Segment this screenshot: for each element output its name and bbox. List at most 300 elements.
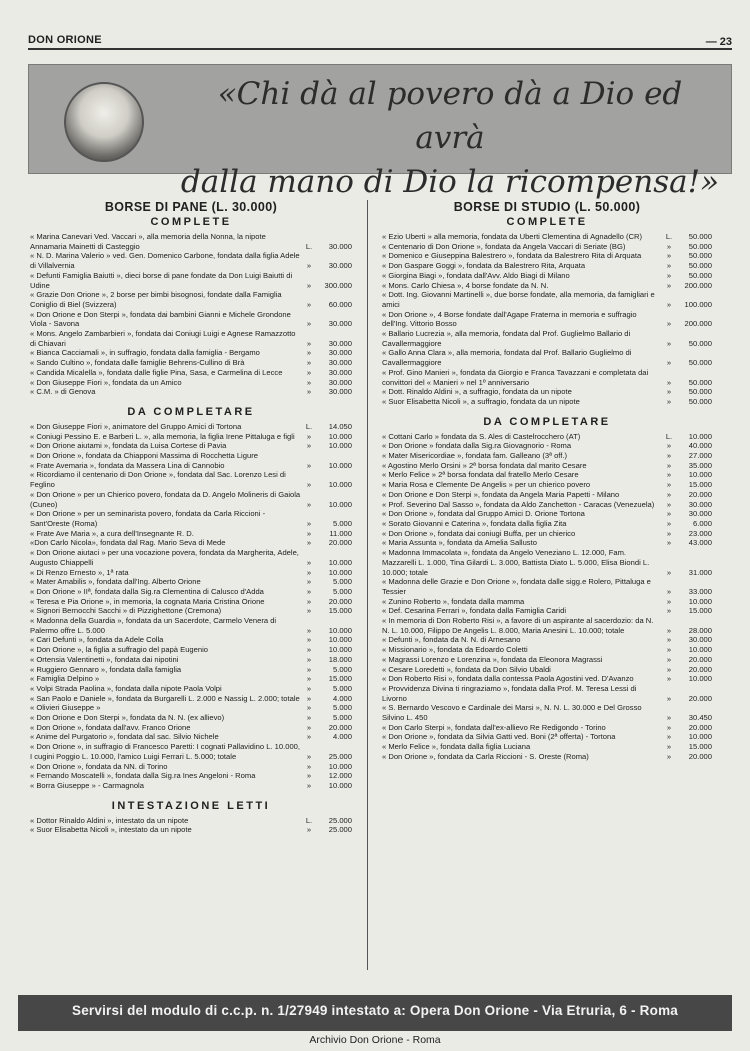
entry-text: « Prof. Gino Manieri », fondata da Giorgio e Franca Tavazzani e completata dai convittori del « Manieri » nel 1º anniversario: [382, 367, 649, 387]
entry-currency: »: [306, 654, 312, 664]
entry-amount: 14.050: [328, 421, 352, 431]
portrait-photo: [64, 82, 144, 162]
entry-amount: 50.000: [688, 396, 712, 406]
entry-amount: 10.000: [328, 480, 352, 490]
beds-heading: INTESTAZIONE LETTI: [111, 799, 271, 812]
entry-amount: 30.000: [688, 509, 712, 519]
entry-row: [382, 548, 712, 577]
entry-amount: 5.000: [332, 664, 352, 674]
entry-text: « Mons. Carlo Chiesa », 4 borse fondate da N. N.: [382, 280, 549, 290]
entry-currency: »: [306, 338, 312, 348]
entry-currency: »: [666, 299, 672, 309]
study-incomplete-heading: DA COMPLETARE: [483, 415, 611, 428]
entry-currency: »: [306, 683, 312, 693]
entry-row: [30, 251, 352, 270]
entry-amount: 30.000: [688, 635, 712, 645]
entry-row: [30, 825, 352, 835]
entry-amount: 30.000: [328, 387, 352, 397]
entry-row: [30, 577, 352, 587]
entry-text: « Defunti Famiglia Baiutti », dieci borse di pane fondate da Don Luigi Baiutti di Udine: [30, 270, 293, 290]
study-column: [382, 200, 712, 762]
entry-row: [30, 723, 352, 733]
entry-row: [382, 451, 712, 461]
entry-amount: 10.000: [328, 761, 352, 771]
entry-row: [382, 290, 712, 309]
entry-amount: 20.000: [328, 722, 352, 732]
entry-row: [382, 329, 712, 348]
archive-caption: Archivio Don Orione - Roma: [309, 1034, 441, 1046]
entry-text: « Don Orione », 4 Borse fondate dall'Agape Fraterna in memoria e suffragio dell'Ing. Vittorio Bosso: [382, 309, 637, 329]
entry-row: [382, 490, 712, 500]
entry-amount: 43.000: [688, 538, 712, 548]
entry-text: « Don Orione e Don Sterpi », fondata da N. N. (ex allievo): [30, 713, 225, 723]
entry-text: « Dott. Rinaldo Aldini », a suffragio, fondata da un nipote: [382, 387, 572, 397]
entry-currency: »: [666, 586, 672, 596]
entry-currency: »: [666, 732, 672, 742]
entry-row: [382, 470, 712, 480]
entry-amount: 40.000: [688, 441, 712, 451]
entry-row: [382, 261, 712, 271]
entry-currency: »: [666, 251, 672, 261]
entry-row: [382, 703, 712, 722]
entry-amount: 50.000: [688, 261, 712, 271]
entry-text: « Frate Ave Maria », a cura dell'Insegnante R. D.: [30, 528, 194, 538]
entry-row: [30, 713, 352, 723]
entry-amount: 10.000: [688, 674, 712, 684]
entry-currency: »: [306, 825, 312, 835]
entry-row: [382, 723, 712, 733]
entry-currency: »: [306, 780, 312, 790]
entry-currency: »: [306, 528, 312, 538]
entry-currency: »: [666, 499, 672, 509]
entry-currency: »: [306, 596, 312, 606]
entry-text: « Giorgina Biagi », fondata dall'Avv. Aldo Biagi di Milano: [382, 270, 570, 280]
entry-amount: 10.000: [688, 596, 712, 606]
entry-amount: 200.000: [684, 319, 712, 329]
entry-text: « S. Bernardo Vescovo e Cardinale dei Marsi », N. N. L. 30.000 e Del Grosso Silvino L. 450: [382, 703, 642, 723]
entry-row: [382, 242, 712, 252]
entry-text: « Madonna delle Grazie e Don Orione », fondata dalle sigg.e Rolero, Pittaluga e Tessier: [382, 577, 651, 596]
entry-text: « Don Orione », fondata da Carla Riccioni - S. Oreste (Roma): [382, 751, 589, 761]
entry-text: « Grazie Don Orione », 2 borse per bimbi bisognosi, fondate dalla Famiglia Coniglio di Biel (Svizzera): [30, 290, 282, 309]
entry-text: « C.M. » di Genova: [30, 387, 96, 397]
entry-currency: »: [666, 241, 672, 251]
entry-currency: »: [666, 261, 672, 271]
entry-text: « In memoria di Don Roberto Risi », a favore di un aspirante al sacerdozio: da N. N. L. 10.000, Filippo De Angelis L. 8.000, Maria Anesini L. 10.000; totale: [382, 616, 654, 635]
entry-amount: 4.000: [332, 732, 352, 742]
entry-text: « Don Orione », fondata dai coniugi Buffa, per un chierico: [382, 528, 576, 538]
entry-text: « Don Orione e Don Sterpi », fondata dai bambini Gianni e Michele Grondone Viola - Savona: [30, 309, 291, 329]
entry-amount: 30.000: [328, 358, 352, 368]
entry-text: « Prof. Severino Dal Sasso », fondata da Aldo Zanchetton - Caracas (Venezuela): [382, 499, 655, 509]
entry-amount: 18.000: [328, 654, 352, 664]
entry-amount: 10.000: [328, 625, 352, 635]
entry-amount: 10.000: [328, 645, 352, 655]
entry-row: [382, 368, 712, 387]
entry-amount: 200.000: [684, 280, 712, 290]
entry-currency: »: [666, 538, 672, 548]
entry-currency: »: [666, 441, 672, 451]
entry-amount: 5.000: [332, 518, 352, 528]
entry-text: « Don Orione », fondata dal Gruppo Amici D. Orione Tortona: [382, 509, 585, 519]
entry-text: « Magrassi Lorenzo e Lorenzina », fondata da Eleonora Magrassi: [382, 654, 603, 664]
entry-text: « N. D. Marina Valerio » ved. Gen. Domenico Carbone, fondata dalla figlia Adele di Villalvernia: [30, 251, 300, 271]
entry-currency: »: [306, 722, 312, 732]
entry-amount: 30.000: [328, 319, 352, 329]
study-incomplete-list: [382, 432, 712, 762]
entry-amount: 10.000: [328, 557, 352, 567]
entry-currency: L.: [305, 241, 313, 251]
entry-text: « Marina Canevari Ved. Vaccari », alla memoria della Nonna, la nipote Annamaria Mainetti di Casteggio: [30, 232, 266, 251]
entry-row: [30, 655, 352, 665]
entry-amount: 15.000: [328, 674, 352, 684]
entry-currency: »: [306, 732, 312, 742]
entry-text: « Ricordiamo il centenario di Don Orione », fondata dal Sac. Lorenzo Lesi di Feglino: [30, 470, 286, 490]
entry-row: [382, 674, 712, 684]
entry-text: « Merlo Felice » 2ª borsa fondata dal fratello Merlo Cesare: [382, 470, 579, 480]
entry-currency: »: [666, 509, 672, 519]
entry-currency: »: [666, 377, 672, 387]
entry-amount: 100.000: [684, 299, 712, 309]
entry-amount: 27.000: [688, 451, 712, 461]
entry-text: « Maria Assunta », fondata da Amelia Sallusto: [382, 538, 537, 548]
entry-currency: »: [666, 635, 672, 645]
entry-row: [30, 538, 352, 548]
entry-currency: »: [666, 693, 672, 703]
entry-row: [30, 461, 352, 471]
entry-currency: »: [306, 771, 312, 781]
entry-currency: »: [306, 348, 312, 358]
entry-currency: »: [306, 761, 312, 771]
entry-currency: »: [306, 751, 312, 761]
entry-text: « Merlo Felice », fondata dalla figlia Luciana: [382, 742, 531, 752]
footer-bar: [18, 995, 732, 1031]
entry-row: [382, 752, 712, 762]
entry-row: [382, 480, 712, 490]
entry-amount: 30.000: [328, 377, 352, 387]
entry-text: « Don Orione e Don Sterpi », fondata da Angela Maria Papetti - Milano: [382, 489, 620, 499]
entry-amount: 15.000: [328, 606, 352, 616]
entry-amount: 20.000: [688, 693, 712, 703]
entry-row: [30, 387, 352, 397]
entry-row: [30, 441, 352, 451]
banner-quote: [180, 72, 720, 204]
entry-currency: L.: [305, 421, 313, 431]
entry-text: « Don Roberto Risi », fondata dalla contessa Paola Agostini ved. D'Avanzo: [382, 674, 634, 684]
entry-row: [30, 762, 352, 772]
entry-currency: »: [666, 460, 672, 470]
entry-text: « Defunti », fondata da N. N. di Arnesano: [382, 635, 521, 645]
entry-text: « Mater Amabilis », fondata dall'Ing. Alberto Orione: [30, 577, 201, 587]
entry-amount: 5.000: [332, 713, 352, 723]
entry-text: « Madonna Immacolata », fondata da Angelo Veneziano L. 12.000, Fam. Mazzarelli L. 1.000, Tina Gilardi L. 3.000, Battista Diato L. 5.000, Elisa Biondi L. 10.000; totale: [382, 548, 650, 577]
bread-complete-list: [30, 232, 352, 397]
entry-text: « Borra Giuseppe » - Carmagnola: [30, 780, 144, 790]
entry-text: « Don Orione » IIª, fondata dalla Sig.ra Clementina di Calusco d'Adda: [30, 586, 264, 596]
entry-amount: 4.000: [332, 693, 352, 703]
entry-currency: »: [306, 606, 312, 616]
entry-text: « Don Orione aiutami », fondata da Luisa Cortese di Pavia: [30, 441, 227, 451]
entry-currency: »: [666, 470, 672, 480]
magazine-title: DON ORIONE: [28, 34, 102, 46]
entry-currency: »: [306, 518, 312, 528]
entry-row: [30, 509, 352, 528]
entry-row: [382, 432, 712, 442]
entry-text: « Cari Defunti », fondata da Adele Colla: [30, 635, 164, 645]
entry-row: [30, 665, 352, 675]
entry-row: [30, 732, 352, 742]
entry-amount: 30.000: [688, 499, 712, 509]
entry-amount: 25.000: [328, 815, 352, 825]
entry-currency: L.: [665, 232, 673, 241]
entry-row: [382, 616, 712, 635]
entry-amount: 30.000: [328, 261, 352, 271]
entry-currency: »: [306, 460, 312, 470]
entry-amount: 50.000: [688, 387, 712, 397]
entry-currency: »: [666, 664, 672, 674]
entry-amount: 28.000: [688, 625, 712, 635]
entry-currency: »: [666, 751, 672, 761]
entry-currency: »: [306, 713, 312, 723]
entry-amount: 25.000: [328, 825, 352, 835]
entry-row: [30, 490, 352, 509]
entry-amount: 30.000: [328, 338, 352, 348]
entry-text: « Don Orione », fondata da Silvia Gatti ved. Boni (2ª offerta) - Tortona: [382, 732, 616, 742]
entry-amount: 50.000: [688, 377, 712, 387]
entry-currency: »: [306, 441, 312, 451]
entry-row: [30, 451, 352, 461]
bread-incomplete-list: [30, 422, 352, 791]
entry-text: « Sorato Giovanni e Caterina », fondata dalla figlia Zita: [382, 518, 567, 528]
page-header: [28, 30, 732, 50]
entry-row: [30, 548, 352, 567]
entry-row: [382, 538, 712, 548]
entry-currency: »: [306, 367, 312, 377]
entry-currency: »: [306, 674, 312, 684]
entry-amount: 300.000: [324, 280, 352, 290]
entry-amount: 20.000: [688, 664, 712, 674]
entry-amount: 50.000: [688, 358, 712, 368]
entry-amount: 12.000: [328, 771, 352, 781]
study-complete-list: [382, 232, 712, 407]
entry-text: « Domenico e Giuseppina Balestrero », fondata da Balestrero Rita di Arquata: [382, 251, 642, 261]
entry-amount: 10.000: [328, 431, 352, 441]
entry-text: « Frate Avemaria », fondata da Massera Lina di Cannobio: [30, 460, 225, 470]
entry-row: [30, 684, 352, 694]
entry-row: [382, 509, 712, 519]
entry-row: [382, 519, 712, 529]
entry-row: [30, 290, 352, 309]
entry-text: « Don Giuseppe Fiori », animatore del Gruppo Amici di Tortona: [30, 421, 242, 431]
entry-amount: 10.000: [688, 431, 712, 441]
entry-row: [30, 635, 352, 645]
entry-amount: 35.000: [688, 460, 712, 470]
entry-currency: »: [666, 319, 672, 329]
entry-text: « Don Orione », fondata da NN. di Torino: [30, 761, 168, 771]
entry-text: « Maria Rosa e Clemente De Angelis » per un chierico povero: [382, 480, 591, 490]
entry-text: « Fernando Moscatelli », fondata dalla Sig.ra Ines Angeloni - Roma: [30, 771, 256, 781]
entry-text: « Dottor Rinaldo Aldini », intestato da un nipote: [30, 815, 189, 825]
entry-text: « Ruggiero Gennaro », fondata dalla famiglia: [30, 664, 182, 674]
entry-currency: »: [306, 645, 312, 655]
entry-text: « Ortensia Valentinetti », fondata dai nipotini: [30, 654, 179, 664]
entry-row: [30, 329, 352, 348]
entry-amount: 5.000: [332, 683, 352, 693]
entry-row: [382, 655, 712, 665]
entry-currency: »: [306, 664, 312, 674]
entry-amount: 10.000: [328, 635, 352, 645]
entry-text: « Zunino Roberto », fondata dalla mamma: [382, 596, 525, 606]
entry-amount: 25.000: [328, 751, 352, 761]
entry-currency: »: [666, 480, 672, 490]
entry-text: « Don Carlo Sterpi », fondata dall'ex-allievo Re Redigondo - Torino: [382, 722, 606, 732]
entry-text: « Suor Elisabetta Nicoli », intestato da un nipote: [30, 825, 192, 835]
entry-row: [30, 703, 352, 713]
entry-currency: »: [666, 270, 672, 280]
entry-row: [30, 232, 352, 251]
entry-text: « Centenario di Don Orione », fondata da Angela Vaccari di Seriate (BG): [382, 241, 626, 251]
entry-row: [382, 684, 712, 703]
entry-amount: 50.000: [688, 232, 712, 241]
entry-currency: »: [666, 567, 672, 577]
entry-amount: 20.000: [688, 751, 712, 761]
entry-currency: »: [306, 319, 312, 329]
entry-amount: 20.000: [328, 596, 352, 606]
entry-currency: »: [306, 557, 312, 567]
footer-text: Servirsi del modulo di c.c.p. n. 1/27949 intestato a: Opera Don Orione - Via Etruria, 6 - Roma: [72, 1003, 678, 1018]
entry-row: [382, 597, 712, 607]
entry-amount: 23.000: [688, 528, 712, 538]
entry-row: [30, 432, 352, 442]
entry-text: « Cesare Loredetti », fondata da Don Silvio Ubaldi: [382, 664, 551, 674]
entry-amount: 5.000: [332, 703, 352, 713]
entry-text: « Madonna della Guardia », fondata da un Sacerdote, Carmelo Venera di Palermo offre L. 5.000: [30, 616, 277, 635]
bread-complete-heading: COMPLETE: [150, 216, 232, 228]
entry-currency: »: [306, 567, 312, 577]
entry-row: [30, 597, 352, 607]
entry-row: [30, 606, 352, 616]
entry-currency: »: [306, 538, 312, 548]
entry-row: [30, 378, 352, 388]
entry-currency: »: [306, 358, 312, 368]
entry-amount: 33.000: [688, 586, 712, 596]
entry-text: « Sando Cultino », fondata dalle famiglie Behrens-Cullino di Brà: [30, 358, 245, 368]
entry-row: [382, 348, 712, 367]
entry-row: [30, 781, 352, 791]
entry-text: « Don Orione » per un Chierico povero, fondata da D. Angelo Molineris di Gaiola (Cuneo): [30, 489, 301, 509]
entry-text: « Suor Elisabetta Nicoli », a suffragio, fondata da un nipote: [382, 396, 580, 406]
entry-text: « Coniugi Pessino E. e Barberi L. », alla memoria, la figlia Irene Pittaluga e figli: [30, 431, 295, 441]
entry-currency: »: [666, 742, 672, 752]
entry-amount: 15.000: [688, 480, 712, 490]
entry-currency: »: [666, 280, 672, 290]
quote-line-1: «Chi dà al povero dà a Dio ed avrà: [217, 76, 683, 156]
entry-row: [382, 665, 712, 675]
entry-currency: »: [666, 451, 672, 461]
entry-currency: »: [306, 387, 312, 397]
entry-row: [30, 529, 352, 539]
entry-amount: 15.000: [688, 742, 712, 752]
entry-text: « Signori Bernocchi Sacchi » di Pizzighettone (Cremona): [30, 606, 222, 616]
bread-incomplete-heading: DA COMPLETARE: [127, 405, 255, 418]
entry-text: « Gallo Anna Clara », alla memoria, fondata dal Prof. Ballario Guglielmo di Cavallermaggiore: [382, 348, 632, 368]
entry-row: [30, 674, 352, 684]
entry-amount: 10.000: [688, 470, 712, 480]
entry-amount: 60.000: [328, 299, 352, 309]
entry-currency: »: [666, 713, 672, 723]
entry-amount: 10.000: [328, 780, 352, 790]
entry-currency: »: [306, 431, 312, 441]
entry-amount: 30.000: [328, 367, 352, 377]
entry-row: [30, 368, 352, 378]
entry-text: « Don Orione » per un seminarista povero, fondata da Carla Riccioni - Sant'Oreste (Roma): [30, 509, 266, 528]
entry-row: [382, 251, 712, 261]
entry-text: « San Paolo e Daniele », fondata da Burgarelli L. 2.000 e Nassig L. 2.000; totale: [30, 693, 300, 703]
entry-row: [30, 694, 352, 704]
entry-row: [382, 232, 712, 242]
entry-amount: 50.000: [688, 338, 712, 348]
entry-currency: »: [666, 722, 672, 732]
entry-text: « Ezio Uberti » alla memoria, fondata da Uberti Clementina di Agnadello (CR): [382, 232, 643, 241]
entry-text: « Provvidenza Divina ti ringraziamo », fondata dalla Prof. M. Teresa Lessi di Livorno: [382, 683, 637, 703]
entry-row: [382, 606, 712, 616]
entry-amount: 10.000: [328, 441, 352, 451]
entry-row: [30, 771, 352, 781]
entry-amount: 10.000: [688, 645, 712, 655]
entry-text: « Dott. Ing. Giovanni Martinelli », due borse fondate, alla memoria, da famigliari e amici: [382, 290, 655, 309]
entry-row: [30, 587, 352, 597]
entry-text: « Volpi Strada Paolina », fondata dalla nipote Paola Volpi: [30, 683, 222, 693]
bread-column: [30, 200, 352, 835]
entry-text: « Famiglia Delpino »: [30, 674, 100, 684]
entry-currency: »: [666, 387, 672, 397]
entry-currency: »: [666, 528, 672, 538]
entry-currency: »: [306, 480, 312, 490]
entry-currency: »: [306, 299, 312, 309]
page-number: — 23: [705, 36, 732, 48]
study-title: BORSE DI STUDIO (L. 50.000): [453, 200, 641, 214]
entry-row: [382, 441, 712, 451]
entry-currency: L.: [665, 431, 673, 441]
entry-text: « Cottani Carlo » fondata da S. Ales di Castelrocchero (AT): [382, 431, 581, 441]
entry-currency: »: [666, 674, 672, 684]
entry-currency: L.: [305, 815, 313, 825]
entry-text: « Don Orione aiutaci » per una vocazione povera, fondata da Margherita, Adele, Augusto Chiappelli: [30, 548, 299, 567]
entry-row: [382, 529, 712, 539]
entry-currency: »: [666, 625, 672, 635]
entry-text: « Don Orione » fondata dalla Sig.ra Giovagnorio - Roma: [382, 441, 572, 451]
entry-row: [30, 742, 352, 761]
entry-amount: 30.450: [688, 713, 712, 723]
entry-amount: 31.000: [688, 567, 712, 577]
entry-text: « Mater Misericordiae », fondata fam. Galleano (3ª off.): [382, 451, 568, 461]
entry-row: [30, 422, 352, 432]
entry-row: [30, 816, 352, 826]
beds-list: [30, 816, 352, 835]
entry-amount: 10.000: [688, 732, 712, 742]
entry-text: « Don Orione », la figlia a suffragio del papà Eugenio: [30, 645, 209, 655]
entry-currency: »: [306, 261, 312, 271]
entry-amount: 15.000: [688, 606, 712, 616]
entry-amount: 50.000: [688, 251, 712, 261]
entry-row: [382, 397, 712, 407]
entry-row: [382, 742, 712, 752]
entry-row: [382, 310, 712, 329]
entry-row: [382, 635, 712, 645]
entry-currency: »: [666, 596, 672, 606]
entry-amount: 20.000: [688, 489, 712, 499]
entry-text: « Candida Micalella », fondata dalle figlie Pina, Sasa, e Carmelina di Lecce: [30, 367, 283, 377]
